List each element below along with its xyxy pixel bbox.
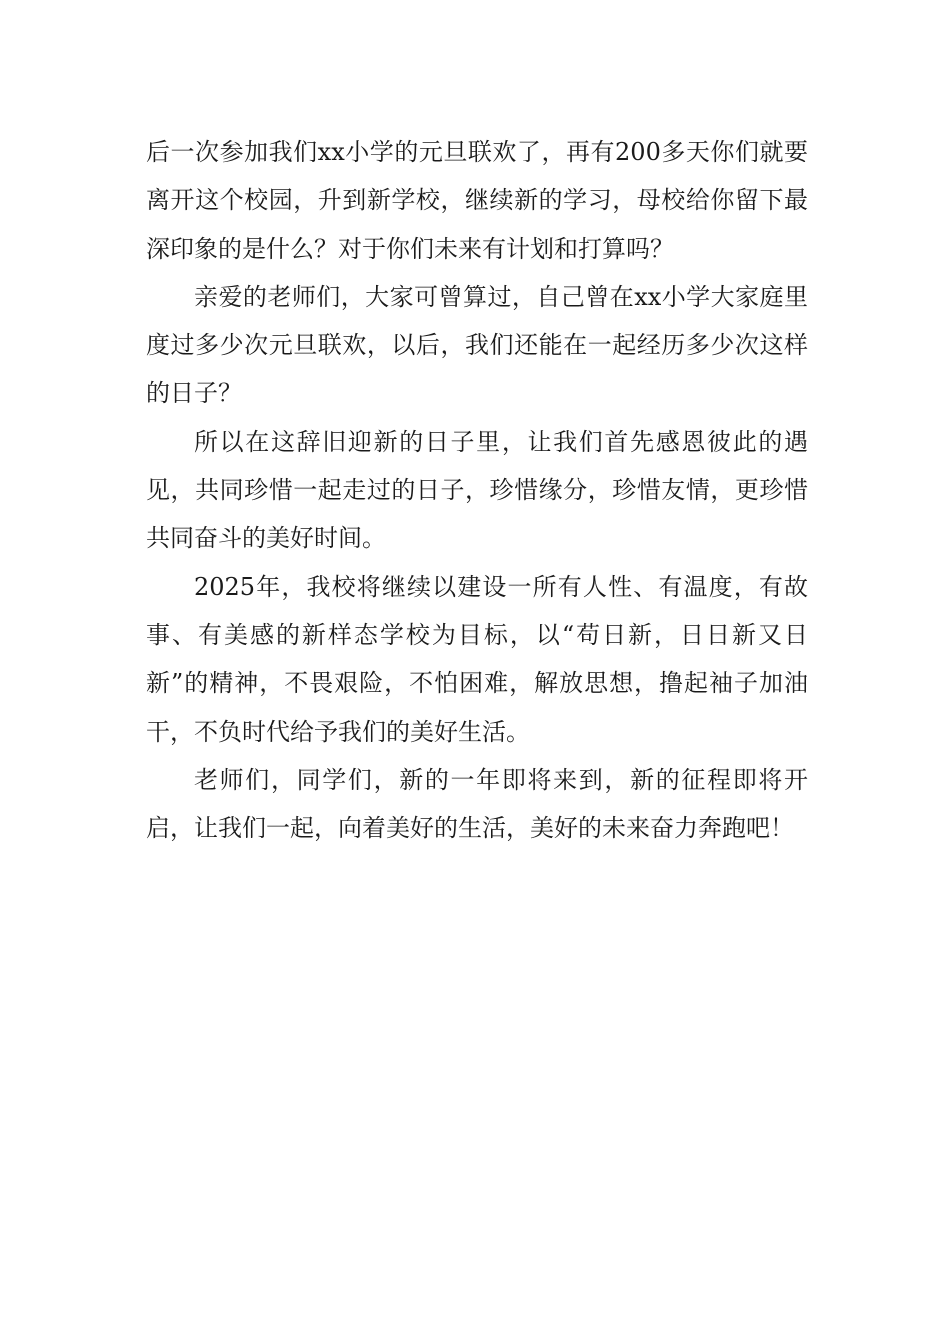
paragraph: 老师们，同学们，新的一年即将来到，新的征程即将开启，让我们一起，向着美好的生活，美好的未来奋力奔跑吧！ [146, 765, 808, 843]
document-body [146, 128, 808, 852]
paragraph: 所以在这辞旧迎新的日子里，让我们首先感恩彼此的遇见，共同珍惜一起走过的日子，珍惜缘分，珍惜友情，更珍惜共同奋斗的美好时间。 [146, 427, 808, 553]
paragraph-continued: 后一次参加我们xx小学的元旦联欢了，再有200多天你们就要离开这个校园，升到新学校，继续新的学习，母校给你留下最深印象的是什么？对于你们未来有计划和打算吗？ [146, 138, 808, 263]
paragraph: 亲爱的老师们，大家可曾算过，自己曾在xx小学大家庭里度过多少次元旦联欢，以后，我们还能在一起经历多少次这样的日子？ [146, 282, 808, 408]
paragraph: 2025年，我校将继续以建设一所有人性、有温度，有故事、有美感的新样态学校为目标，以“苟日新，日日新又日新”的精神，不畏艰险，不怕困难，解放思想，撸起袖子加油干，不负时代给予我们的美好生活。 [146, 572, 808, 746]
